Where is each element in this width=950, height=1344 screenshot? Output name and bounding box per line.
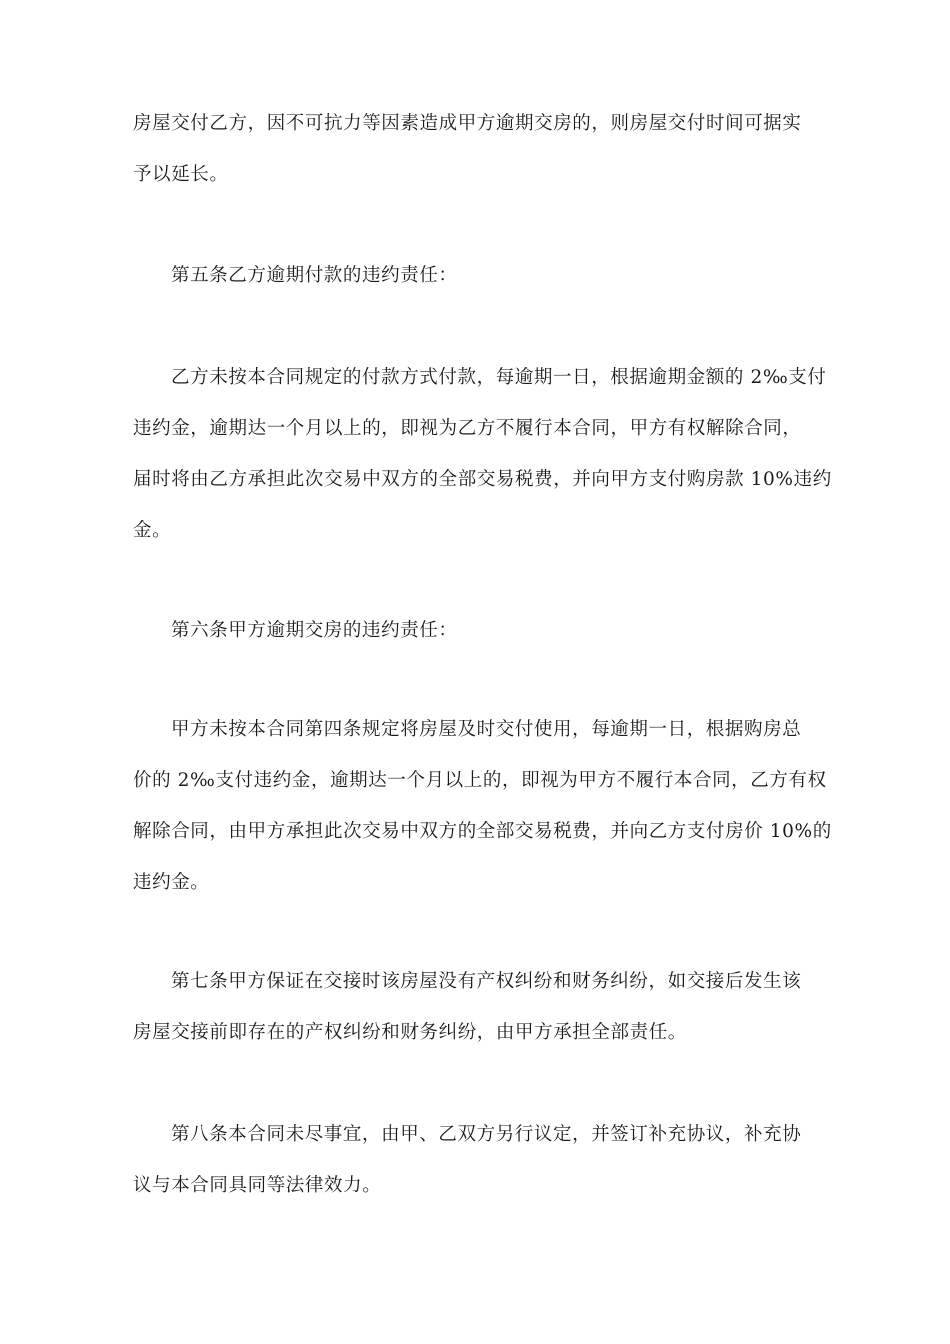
text-line: 违约金。 [133,872,210,893]
article-8 [133,1109,823,1211]
text-line: 价的 2‰支付违约金，逾期达一个月以上的，即视为甲方不履行本合同，乙方有权 [133,770,827,791]
text-line: 予以延长。 [133,164,229,185]
article-6-heading [133,605,823,656]
text-line: 届时将由乙方承担此次交易中双方的全部交易税费，并向甲方支付购房款 10%违约 [133,469,832,490]
article-5-body [133,352,832,556]
article-5-heading [133,250,823,301]
text-line: 甲方未按本合同第四条规定将房屋及时交付使用，每逾期一日，根据购房总 [171,719,802,740]
section-heading: 第五条乙方逾期付款的违约责任： [171,265,458,286]
text-line: 房屋交接前即存在的产权纠纷和财务纠纷，由甲方承担全部责任。 [133,1022,687,1043]
text-line: 房屋交付乙方，因不可抗力等因素造成甲方逾期交房的，则房屋交付时间可据实 [133,113,802,134]
article-6-body [133,704,832,908]
section-heading: 第六条甲方逾期交房的违约责任： [171,620,458,641]
text-line: 金。 [133,520,172,541]
article-7 [133,956,823,1058]
paragraph-continuation [133,98,823,200]
text-line: 第七条甲方保证在交接时该房屋没有产权纠纷和财务纠纷，如交接后发生该 [171,971,802,992]
text-line: 解除合同，由甲方承担此次交易中双方的全部交易税费，并向乙方支付房价 10%的 [133,821,832,842]
text-line: 第八条本合同未尽事宜，由甲、乙双方另行议定，并签订补充协议，补充协 [171,1124,802,1145]
text-line: 乙方未按本合同规定的付款方式付款，每逾期一日，根据逾期金额的 2‰支付 [171,367,827,388]
text-line: 违约金，逾期达一个月以上的，即视为乙方不履行本合同，甲方有权解除合同， [133,418,802,439]
text-line: 议与本合同具同等法律效力。 [133,1175,382,1196]
